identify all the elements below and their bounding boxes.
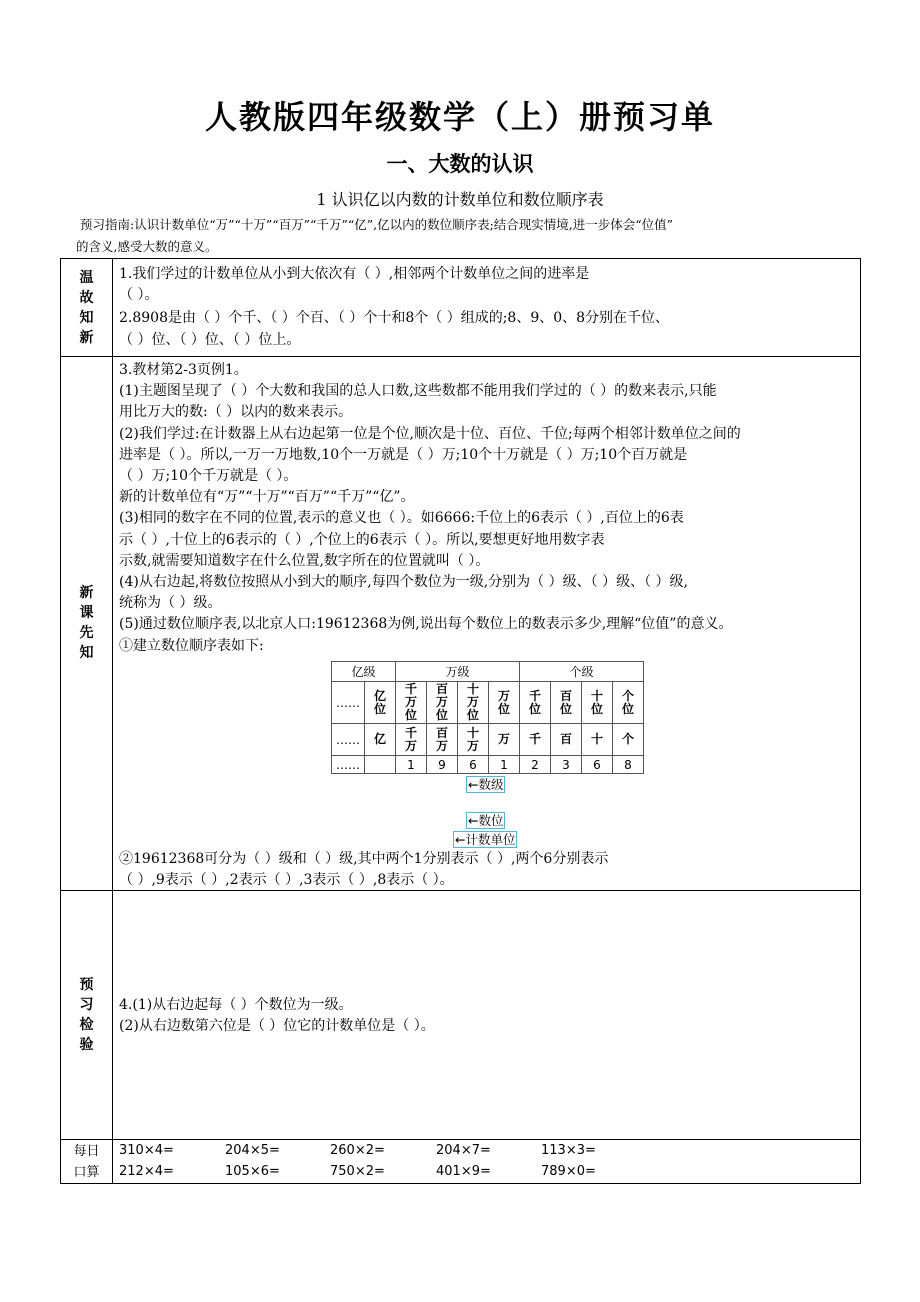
unit-cell: 十 — [582, 724, 613, 756]
level-ge: 个级 — [520, 662, 644, 682]
digit-cell: 6 — [458, 756, 489, 774]
unit-cell: 百 万 — [427, 724, 458, 756]
preview-guide — [76, 214, 850, 258]
calc-item: 789×0= — [541, 1164, 596, 1179]
review-q2b: （ ）位、（ ）位、（ ）位上。 — [119, 331, 301, 348]
table-dots: …… — [332, 682, 365, 724]
calc-item: 113×3= — [541, 1143, 596, 1158]
section-label-review: 温故知新 — [79, 269, 94, 346]
lesson-title: 1 认识亿以内数的计数单位和数位顺序表 — [316, 190, 604, 209]
unit-cell: 十 万 — [458, 724, 489, 756]
new-line: (1)主题图呈现了（ ）个大数和我国的总人口数,这些数都不能用我们学过的（ ）的数来表示,只能 — [119, 383, 717, 400]
unit-cell: 百 — [551, 724, 582, 756]
calc-item: 212×4= — [119, 1164, 174, 1179]
calc-item: 401×9= — [436, 1164, 491, 1179]
table-dots: …… — [332, 724, 365, 756]
unit-cell: 个 — [613, 724, 644, 756]
digit-cell: 2 — [520, 756, 551, 774]
section-label-daily: 每日口算 — [73, 1144, 100, 1180]
calc-item: 260×2= — [330, 1143, 385, 1158]
new-line: (5)通过数位顺序表,以北京人口:19612368为例,说出每个数位上的数表示多少,理解“位值”的意义。 — [119, 616, 733, 633]
calc-item: 204×7= — [436, 1143, 491, 1158]
digit-cell: 9 — [427, 756, 458, 774]
worksheet-table — [60, 258, 861, 1184]
digit-cell: 6 — [582, 756, 613, 774]
review-q1b: （ ）。 — [119, 287, 159, 304]
calc-item: 750×2= — [330, 1164, 385, 1179]
digit-cell: 8 — [613, 756, 644, 774]
page-title: 人教版四年级数学（上）册预习单 — [204, 98, 715, 136]
new-line: (3)相同的数字在不同的位置,表示的意义也（ ）。如6666:千位上的6表示（ ）,百位上的6表 — [119, 510, 684, 527]
new-line: 示数,就需要知道数字在什么位置,数字所在的位置就叫（ ）。 — [119, 552, 490, 569]
position-cell: 千 万 位 — [396, 682, 427, 724]
label-unit: ←计数单位 — [455, 832, 516, 847]
new-line: 3.教材第2-3页例1。 — [119, 362, 248, 378]
unit-cell: 万 — [489, 724, 520, 756]
check-q1: 4.(1)从右边起每（ ）个数位为一级。 — [119, 997, 353, 1013]
review-content — [119, 264, 855, 351]
position-cell: 亿 位 — [365, 682, 396, 724]
review-q1a: 1.我们学过的计数单位从小到大依次有（ ）,相邻两个计数单位之间的进率是 — [119, 266, 590, 282]
new-line: 统称为（ ）级。 — [119, 595, 222, 612]
table-dots: …… — [332, 756, 365, 774]
label-level: ←数级 — [468, 777, 504, 792]
digit-cell: 3 — [551, 756, 582, 774]
new-line: ②19612368可分为（ ）级和（ ）级,其中两个1分别表示（ ）,两个6分别表示 — [119, 851, 609, 867]
position-cell: 十 万 位 — [458, 682, 489, 724]
new-content — [119, 360, 855, 657]
check-q2: (2)从右边数第六位是（ ）位它的计数单位是（ ）。 — [119, 1018, 435, 1035]
unit-cell: 千 — [520, 724, 551, 756]
calc-item: 105×6= — [225, 1164, 280, 1179]
unit-title: 一、大数的认识 — [386, 151, 534, 176]
review-q2a: 2.8908是由（ ）个千、（ ）个百、（ ）个十和8个（ ）组成的;8、9、0、8分别在千位、 — [119, 310, 670, 327]
new-line: (2)我们学过:在计数器上从右边起第一位是个位,顺次是十位、百位、千位;每两个相邻计数单位之间的 — [119, 425, 741, 442]
calc-item: 204×5= — [225, 1143, 280, 1158]
label-position: ←数位 — [468, 813, 504, 828]
unit-cell: 千 万 — [396, 724, 427, 756]
row-divider — [61, 1139, 860, 1140]
position-cell: 十 位 — [582, 682, 613, 724]
new-line: （ ）,9表示（ ）,2表示（ ）,3表示（ ）,8表示（ ）。 — [119, 872, 454, 889]
new-line: (4)从右边起,将数位按照从小到大的顺序,每四个数位为一级,分别为（ ）级、（ ）级、（ ）级, — [119, 574, 688, 591]
calc-item: 310×4= — [119, 1143, 174, 1158]
digit-cell: 1 — [396, 756, 427, 774]
row-divider — [61, 356, 860, 357]
level-yi: 亿级 — [332, 662, 396, 682]
check-content — [119, 995, 855, 1037]
new-line: （ ）万;10个千万就是（ ）。 — [119, 468, 298, 485]
level-wan: 万级 — [396, 662, 520, 682]
new-line: 用比万大的数:（ ）以内的数来表示。 — [119, 404, 353, 421]
column-divider — [112, 259, 113, 1183]
new-content-end — [119, 849, 855, 891]
new-line: ①建立数位顺序表如下: — [119, 637, 264, 654]
position-cell: 百 万 位 — [427, 682, 458, 724]
guide-line-2: 的含义,感受大数的意义。 — [76, 239, 218, 254]
new-line: 示（ ）,十位上的6表示的（ ）,个位上的6表示（ ）。所以,要想更好地用数字表 — [119, 531, 605, 548]
digit-cell — [365, 756, 396, 774]
guide-line-1: 预习指南:认识计数单位“万”“十万”“百万”“千万”“亿”,亿以内的数位顺序表;结合现实情境,进一步体会“位值” — [80, 217, 674, 232]
section-label-new: 新课先知 — [79, 585, 94, 661]
position-cell: 个 位 — [613, 682, 644, 724]
place-value-table — [331, 661, 644, 774]
position-cell: 百 位 — [551, 682, 582, 724]
section-label-check: 预习检验 — [79, 976, 94, 1053]
digit-cell: 1 — [489, 756, 520, 774]
new-line: 进率是（ ）。所以,一万一万地数,10个一万就是（ ）万;10个十万就是（ ）万;10个百万就是 — [119, 446, 688, 463]
position-cell: 万 位 — [489, 682, 520, 724]
unit-cell: 亿 — [365, 724, 396, 756]
new-line: 新的计数单位有“万”“十万”“百万”“千万”“亿”。 — [119, 489, 415, 506]
position-cell: 千 位 — [520, 682, 551, 724]
